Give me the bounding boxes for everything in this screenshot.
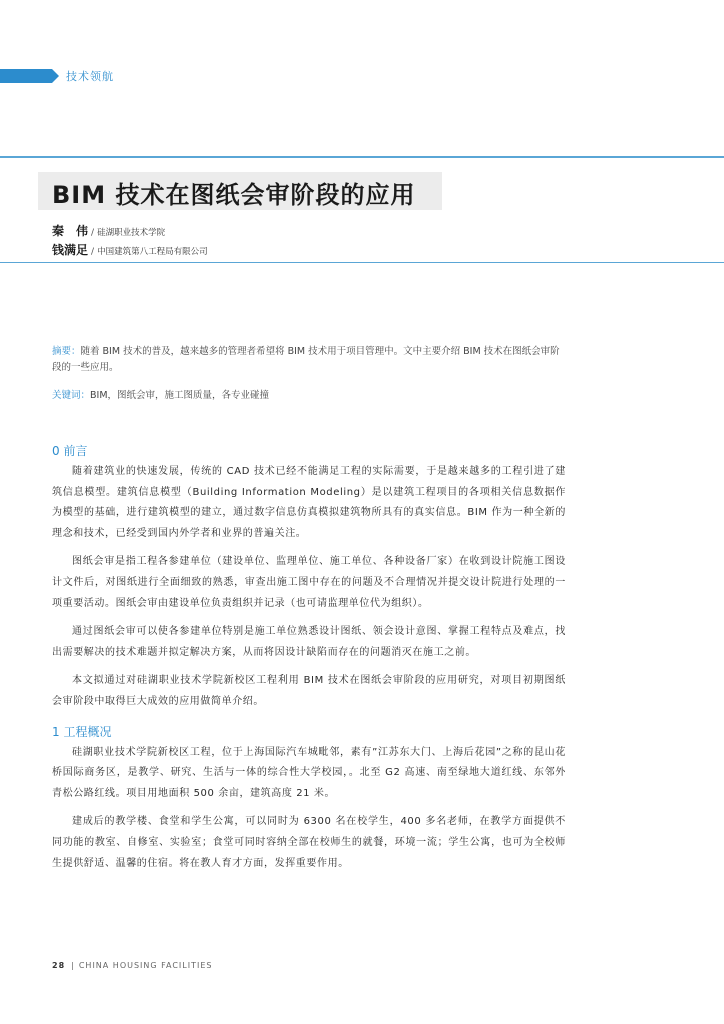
top-divider — [0, 156, 724, 158]
header-divider — [0, 262, 724, 263]
page-number: 28 — [52, 961, 66, 970]
article-body — [52, 440, 566, 882]
author-separator: / — [91, 228, 95, 238]
footer-separator: | — [71, 961, 75, 970]
article-title: BIM 技术在图纸会审阶段的应用 — [52, 181, 416, 209]
author-name: 钱满足 — [52, 243, 89, 257]
paragraph: 硅湖职业技术学院新校区工程，位于上海国际汽车城毗邻，素有”江苏东大门、上海后花园”之称的昆山花桥国际商务区，是教学、研究、生活与一体的综合性大学校园，。北至 G2 高速、南至绿地大道红线、东邻外青松公路红线。项目用地面积 500 余亩，建筑高度 21 米。 — [52, 746, 566, 799]
paragraph: 通过图纸会审可以使各参建单位特别是施工单位熟悉设计图纸、领会设计意图、掌握工程特点及难点，找出需要解决的技术难题并拟定解决方案，从而将因设计缺陷而存在的问题消灭在施工之前。 — [52, 626, 566, 658]
author-name: 秦 伟 — [52, 224, 89, 238]
author-row — [52, 241, 208, 260]
section-heading: 1 工程概况 — [52, 724, 112, 739]
keywords-label: 关键词： — [52, 390, 91, 401]
abstract — [52, 344, 564, 376]
paragraph: 图纸会审是指工程各参建单位（建设单位、监理单位、施工单位、各种设备厂家）在收到设计院施工图设计文件后，对图纸进行全面细致的熟悉，审查出施工图中存在的问题及不合理情况并提交设计院进行处理的一项重要活动。图纸会审由建设单位负责组织并记录（也可请监理单位代为组织）。 — [52, 556, 566, 609]
paragraph: 本文拟通过对硅湖职业技术学院新校区工程利用 BIM 技术在图纸会审阶段的应用研究，对项目初期图纸会审阶段中取得巨大成效的应用做简单介绍。 — [52, 675, 566, 707]
author-affiliation: 中国建筑第八工程局有限公司 — [97, 247, 208, 257]
section-tag-arrow-icon — [52, 69, 59, 83]
abstract-text: 随着 BIM 技术的普及，越来越多的管理者希望将 BIM 技术用于项目管理中。文中主要介绍 BIM 技术在图纸会审阶段的一些应用。 — [52, 346, 560, 373]
paragraph: 建成后的教学楼、食堂和学生公寓，可以同时为 6300 名在校学生，400 多名老师，在教学方面提供不同功能的教室、自修室、实验室；食堂可同时容纳全部在校师生的就餐，环境一流；学生公寓，也可为全校师生提供舒适、温馨的住宿。将在教人育才方面，发挥重要作用。 — [52, 816, 566, 869]
section-label: 技术领航 — [66, 70, 114, 83]
keywords-text: BIM，图纸会审，施工图质量，各专业碰撞 — [90, 390, 270, 401]
author-separator: / — [91, 247, 95, 257]
paragraph: 随着建筑业的快速发展，传统的 CAD 技术已经不能满足工程的实际需要，于是越来越多的工程引进了建筑信息模型。建筑信息模型（Building Information Modeling）是以建筑工程项目的各项相关信息数据作为模型的基础，进行建筑模型的建立，通过数字信息仿真模拟建筑物所具有的真实信息。BIM 作为一种全新的理念和技术，已经受到国内外学者和业界的普遍关注。 — [52, 466, 566, 539]
keywords — [52, 388, 564, 404]
section-heading: 0 前言 — [52, 444, 88, 458]
author-block — [52, 222, 208, 260]
abstract-label: 摘要： — [52, 346, 81, 357]
section-tag-bar — [0, 69, 52, 83]
author-affiliation: 硅湖职业技术学院 — [97, 228, 166, 238]
author-row — [52, 222, 208, 241]
journal-name: CHINA HOUSING FACILITIES — [78, 961, 213, 970]
page-footer — [52, 961, 212, 970]
